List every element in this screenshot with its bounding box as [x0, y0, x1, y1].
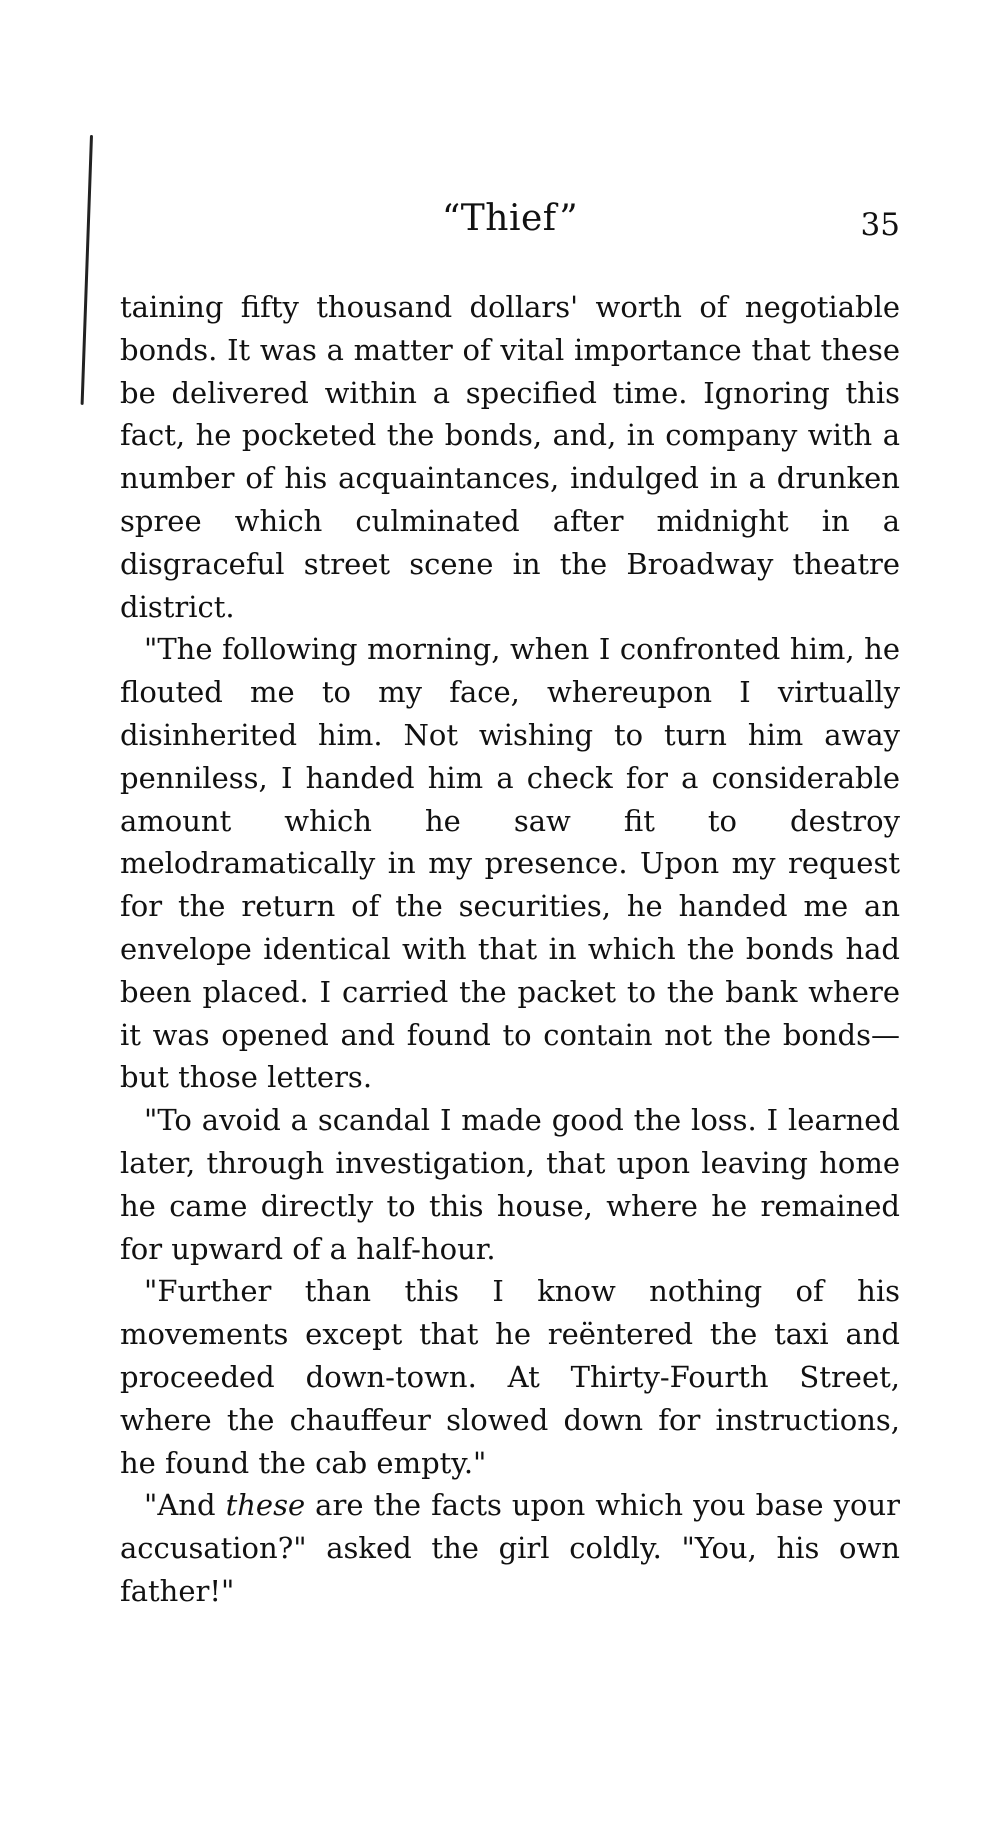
running-head [120, 195, 900, 255]
emphasized-word: these [225, 1488, 306, 1523]
body-text [120, 286, 900, 1613]
paragraph-text: "And [144, 1488, 226, 1523]
paragraph-text: are the facts upon which you base your accusation?" asked the girl coldly. "You, his own father!" [120, 1488, 900, 1608]
paragraph: "To avoid a scandal I made good the loss. I learned later, through investigation, that upon leaving home he came directly to this house, where he remained for upward of a half-hour. [120, 1103, 900, 1266]
paragraph: "Further than this I know nothing of his movements except that he reëntered the taxi and proceeded down-town. At Thirty-Fourth Street, where the chauffeur slowed down for instructions, he found the cab empty." [120, 1274, 900, 1480]
page-number: 35 [860, 207, 900, 243]
chapter-title: “Thief” [441, 198, 579, 239]
paragraph-final [120, 1484, 900, 1612]
paragraph: "The following morning, when I confronted him, he flouted me to my face, whereupon I virtually disinherited him. Not wishing to turn him away penniless, I handed him a check for a considerable amount which he saw fit to destroy melodramatically in my presence. Upon my request for the return of the securities, he handed me an envelope identical with that in which the bonds had been placed. I carried the packet to the bank where it was opened and found to contain not the bonds—but those letters. [120, 632, 900, 1095]
margin-binding-mark [81, 135, 93, 405]
paragraph-continuation: taining fifty thousand dollars' worth of negotiable bonds. It was a matter of vital importance that these be delivered within a specified time. Ignoring this fact, he pocketed the bonds, and, in company with a number of his acquaintances, indulged in a drunken spree which culminated after midnight in a disgraceful street scene in the Broadway theatre district. [120, 290, 900, 624]
